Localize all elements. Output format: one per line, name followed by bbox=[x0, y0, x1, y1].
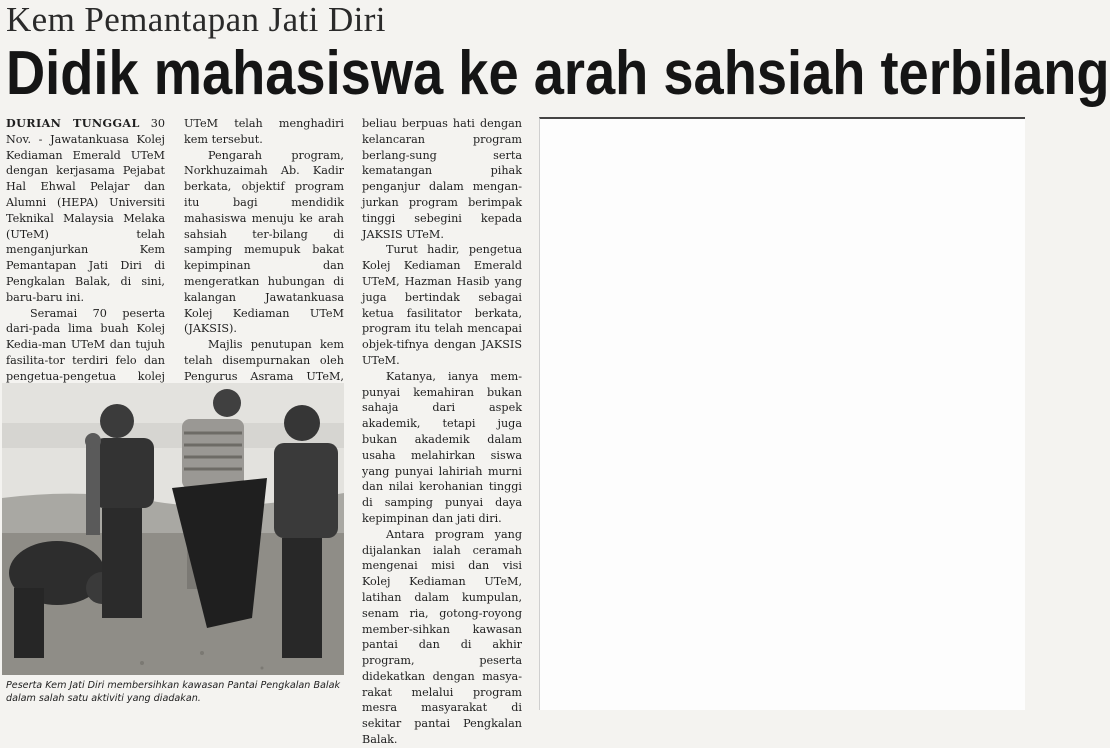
article-column-3 bbox=[362, 116, 522, 748]
article-headline: Didik mahasiswa ke arah sahsiah terbilang bbox=[6, 39, 1110, 108]
column-1-paragraph-1 bbox=[6, 116, 165, 306]
column-2-paragraph-3: Majlis penutupan kem telah disempurnakan oleh Pengurus Asrama UTeM, bbox=[184, 338, 344, 383]
column-2-paragraph-2: Pengarah program, Norkhuzaimah Ab. Kadir berkata, objektif program itu bagi mendidik mahasiswa menuju ke arah sahsiah ter-bilang di samping memupuk bakat kepimpinan dan mengeratkan hubungan di kalangan Jawatankuasa Kolej Kediaman UTeM (JAKSIS). bbox=[184, 148, 344, 336]
column-3-paragraph-2: Turut hadir, pengetua Kolej Kediaman Emerald UTeM, Hazman Hasib yang juga bertindak sebagai ketua fasilitator berkata, program itu telah mencapai objek-tifnya dengan JAKSIS UTeM. bbox=[362, 243, 522, 367]
column-1-paragraph-2: Seramai 70 peserta dari-pada lima buah Kolej Kedia-man UTeM dan tujuh fasilita-tor terdiri felo dan pengetua-pengetua kolej bbox=[6, 306, 165, 383]
column-1-paragraph-1-text: 30 Nov. - Jawatankuasa Kolej Kediaman Emerald UTeM dengan kerjasama Pejabat Hal Ehwal Pelajar dan Alumni (HEPA) Universiti Teknikal Malaysia Melaka (UTeM) telah menganjurkan Kem Pemantapan Jati Diri di Pengkalan Balak, di sini, baru-baru ini. bbox=[6, 117, 165, 304]
blank-photo-area bbox=[539, 117, 1025, 710]
article-kicker: Kem Pemantapan Jati Diri bbox=[6, 0, 386, 39]
beach-cleanup-illustration bbox=[2, 383, 344, 675]
article-column-2 bbox=[184, 116, 344, 416]
column-2-paragraph-1: UTeM telah menghadiri kem tersebut. bbox=[184, 117, 344, 146]
beach-cleanup-photo bbox=[2, 383, 344, 675]
column-3-paragraph-4: Antara program yang dijalankan ialah ceramah mengenai misi dan visi Kolej Kediaman UTeM, latihan dalam kumpulan, senam ria, gotong-royong member-sihkan kawasan pantai dan di akhir program, peserta didekatkan dengan masya-rakat melalui program mesra masyarakat di sekitar pantai Pengkalan Balak. bbox=[362, 527, 522, 747]
photo-caption: Peserta Kem Jati Diri membersihkan kawasan Pantai Pengkalan Balak dalam salah satu aktiviti yang diadakan. bbox=[6, 680, 341, 704]
column-3-paragraph-3: Katanya, ianya mem-punyai kemahiran bukan sahaja dari aspek akademik, tetapi juga bukan akademik dalam usaha melahirkan siswa yang punyai lahiriah murni dan nilai kerohanian tinggi di samping punyai daya kepimpinan dan jati diri. bbox=[362, 369, 522, 525]
column-3-paragraph-1: beliau berpuas hati dengan kelancaran program berlang-sung serta kematangan pihak penganjur dalam mengan-jurkan program berimpak tinggi sebegini kepada JAKSIS UTeM. bbox=[362, 117, 522, 241]
article-column-1 bbox=[6, 116, 165, 400]
dateline: DURIAN TUNGGAL bbox=[6, 116, 140, 130]
